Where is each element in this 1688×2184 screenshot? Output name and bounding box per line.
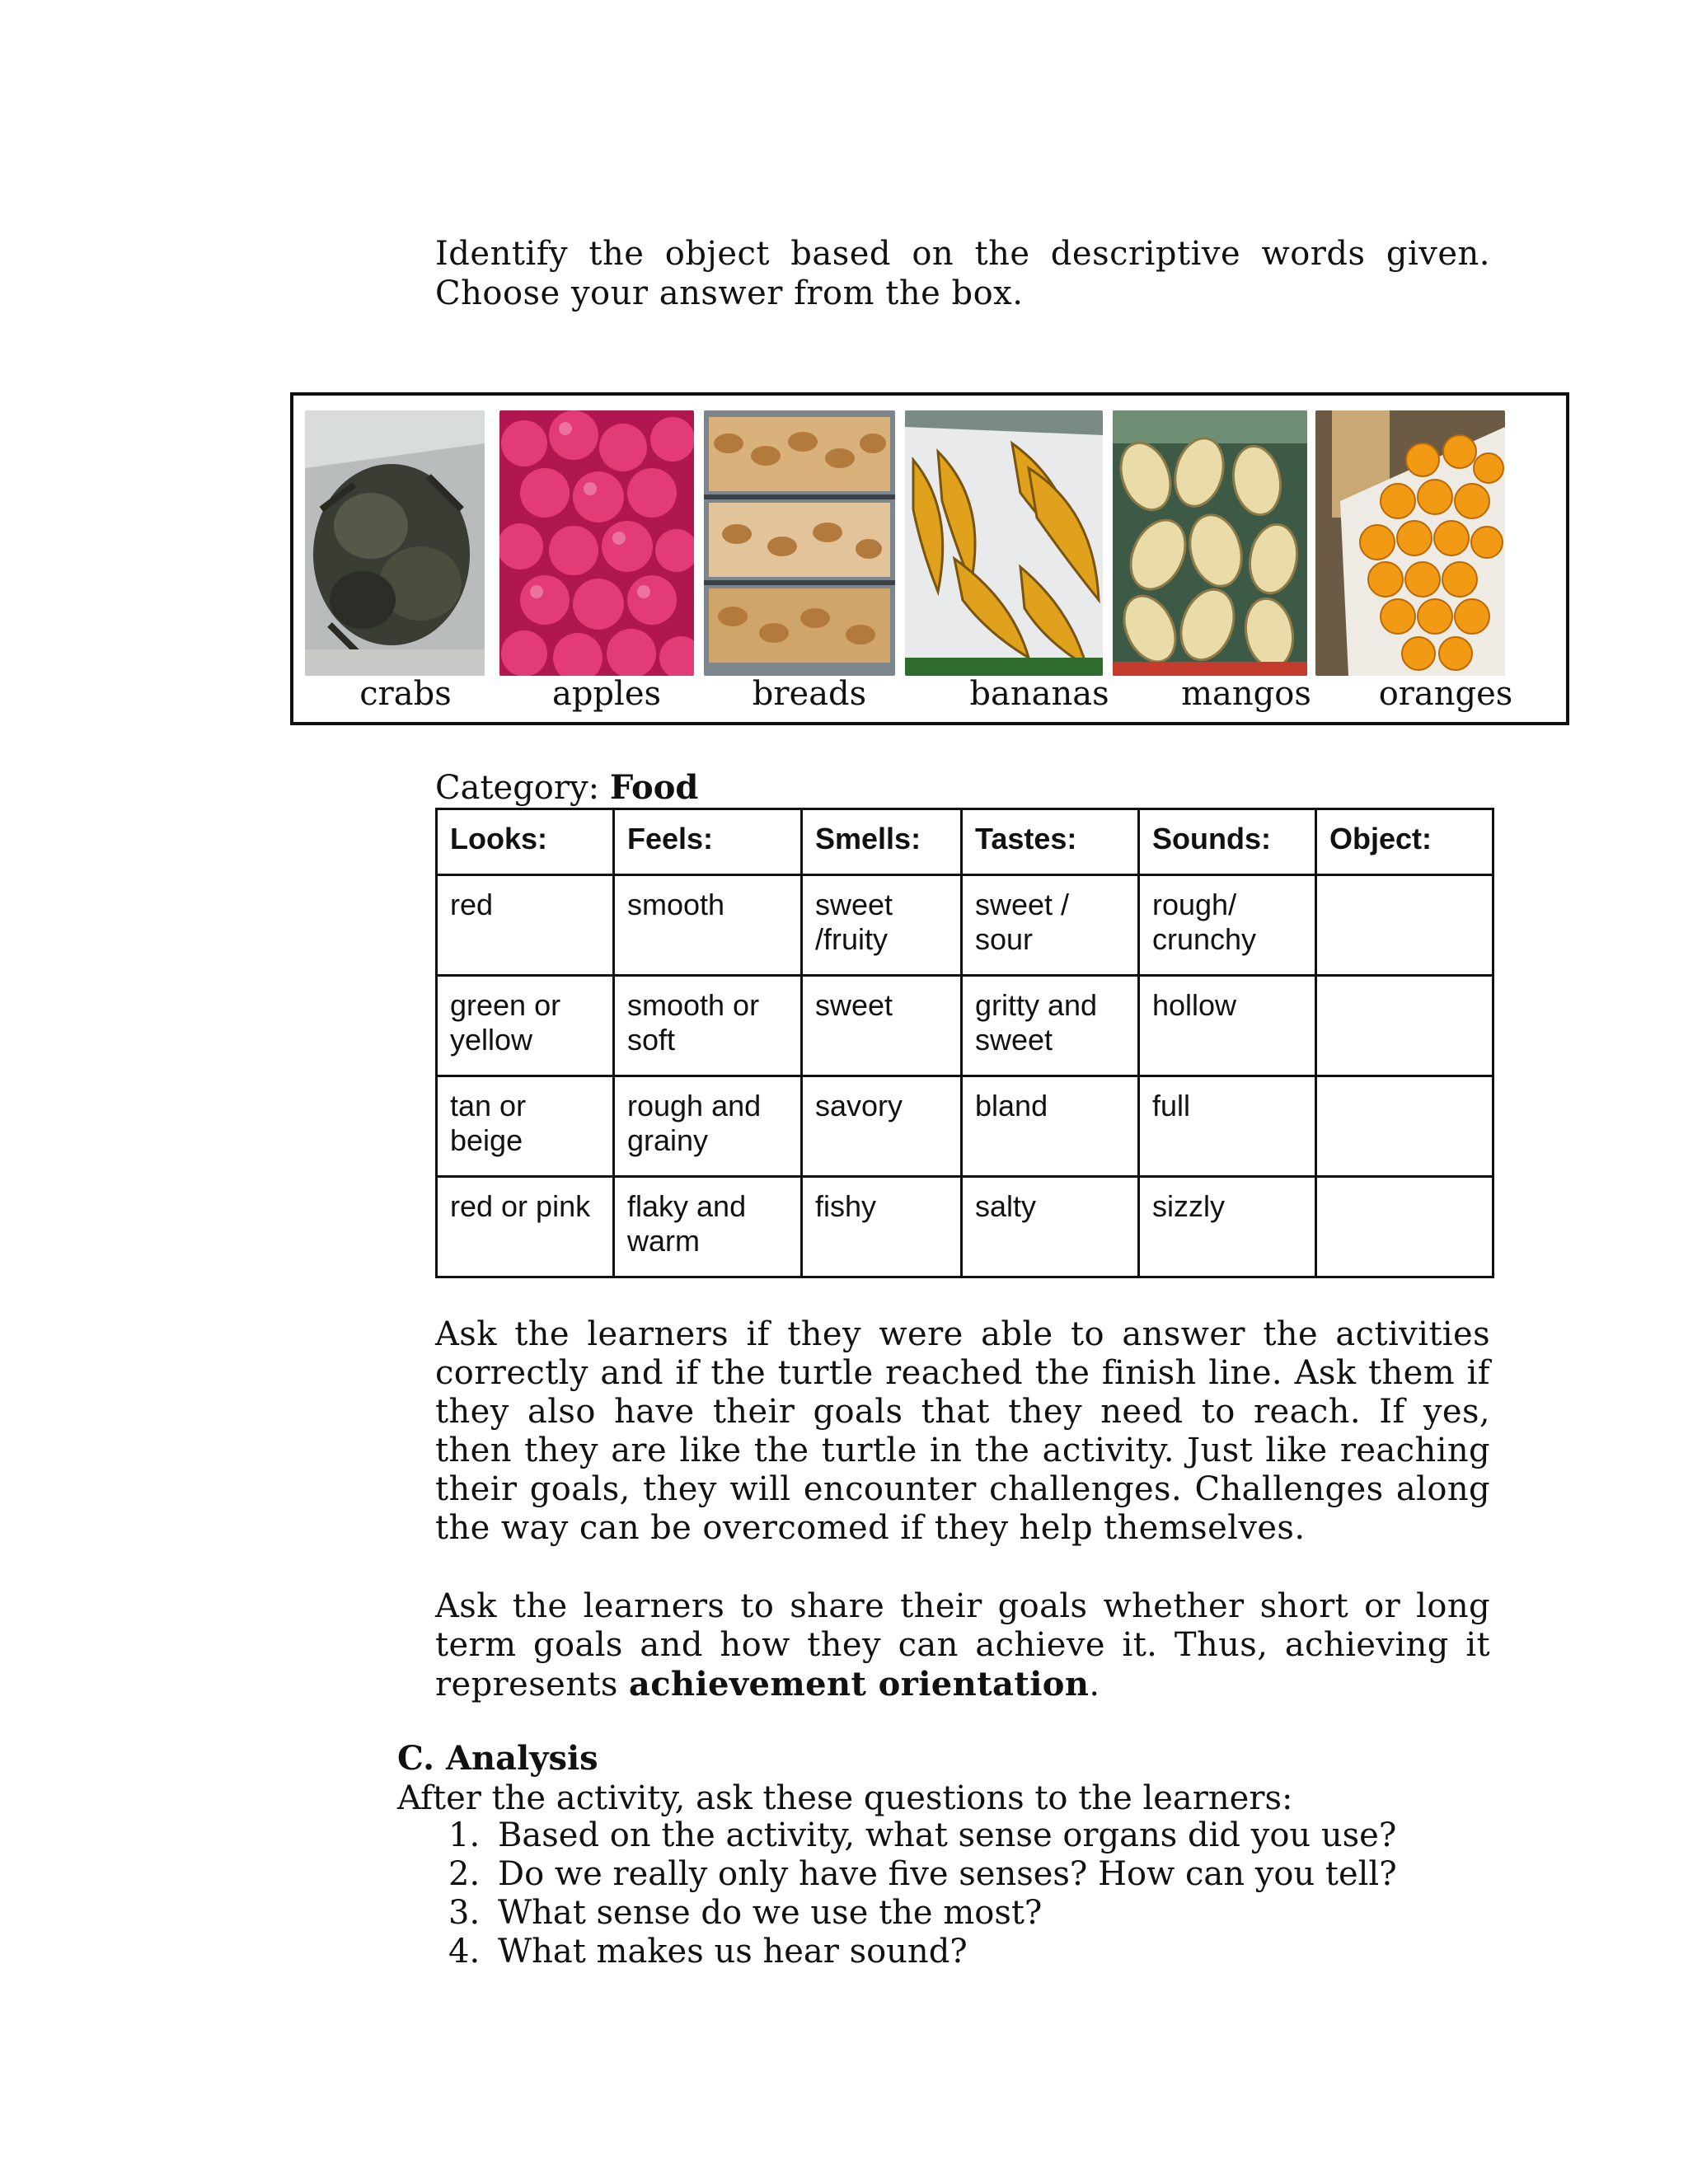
cell-smells: sweet [802,976,962,1076]
list-item [442,1855,1397,1894]
cell-object-answer[interactable] [1316,875,1493,976]
header-tastes: Tastes: [962,809,1139,875]
cell-feels: smooth or soft [614,976,802,1076]
cell-sounds: hollow [1139,976,1316,1076]
cell-looks: red [437,875,614,976]
category-line [435,768,698,808]
instructions: Identify the object based on the descriptive words given. Choose your answer from the box. [435,235,1490,312]
analysis-question-list [442,1816,1397,1971]
choice-label-oranges: oranges [1378,675,1513,713]
section-heading-analysis: C. Analysis [397,1739,598,1778]
paragraph-text: Ask the learners to share their goals whether short or long term goals and how they can achieve it. Thus, achieving it represents [435,1587,1490,1704]
cell-feels: flaky and warm [614,1177,802,1277]
mangos-photo [1113,410,1307,676]
cell-feels: rough and grainy [614,1076,802,1177]
category-label: Category: [435,769,600,807]
choice-label-bananas: bananas [969,675,1109,713]
question-text: Based on the activity, what sense organs did you use? [498,1816,1397,1854]
answer-choice-box [290,392,1569,725]
category-value: Food [609,768,699,807]
header-sounds: Sounds: [1139,809,1316,875]
choice-label-apples: apples [551,675,662,713]
header-feels: Feels: [614,809,802,875]
cell-object-answer[interactable] [1316,976,1493,1076]
header-smells: Smells: [802,809,962,875]
choice-label-crabs: crabs [359,675,452,713]
cell-sounds: rough/ crunchy [1139,875,1316,976]
table-row [437,976,1493,1076]
table-row [437,1076,1493,1177]
header-object: Object: [1316,809,1493,875]
choice-label-mangos: mangos [1181,675,1311,713]
cell-object-answer[interactable] [1316,1076,1493,1177]
key-term: achievement orientation [628,1665,1090,1704]
cell-tastes: sweet / sour [962,875,1139,976]
list-item [442,1933,1397,1971]
analysis-intro: After the activity, ask these questions to the learners: [397,1779,1293,1817]
cell-looks: green or yellow [437,976,614,1076]
table-row [437,875,1493,976]
cell-looks: red or pink [437,1177,614,1277]
list-number: 4. [448,1933,481,1971]
paragraph-achievement-orientation [435,1587,1490,1704]
bananas-photo [905,410,1103,676]
paragraph-end: . [1089,1666,1100,1704]
table-header-row [437,809,1493,875]
cell-smells: fishy [802,1177,962,1277]
header-looks: Looks: [437,809,614,875]
cell-sounds: sizzly [1139,1177,1316,1277]
question-text: Do we really only have five senses? How can you tell? [498,1855,1397,1893]
breads-photo [704,410,895,676]
cell-tastes: bland [962,1076,1139,1177]
oranges-photo [1315,410,1505,676]
cell-smells: savory [802,1076,962,1177]
apples-photo [499,410,694,676]
question-text: What makes us hear sound? [498,1933,968,1971]
cell-feels: smooth [614,875,802,976]
list-number: 1. [448,1816,481,1854]
cell-sounds: full [1139,1076,1316,1177]
list-number: 3. [448,1894,481,1932]
paragraph-turtle-goals: Ask the learners if they were able to answer the activities correctly and if the turtle reached the finish line. Ask them if they also have their goals that they need to reach. If yes, then they are like the turtle in the activity. Just like reaching their goals, they will encounter challenges. Challenges along the way can be overcomed if they help themselves. [435,1315,1490,1547]
choice-label-breads: breads [752,675,867,713]
cell-tastes: salty [962,1177,1139,1277]
list-number: 2. [448,1855,481,1893]
table-row [437,1177,1493,1277]
crabs-photo [305,410,485,676]
cell-looks: tan or beige [437,1076,614,1177]
sense-description-table [435,808,1494,1278]
cell-object-answer[interactable] [1316,1177,1493,1277]
question-text: What sense do we use the most? [498,1894,1043,1932]
cell-tastes: gritty and sweet [962,976,1139,1076]
list-item [442,1894,1397,1933]
list-item [442,1816,1397,1855]
cell-smells: sweet /fruity [802,875,962,976]
